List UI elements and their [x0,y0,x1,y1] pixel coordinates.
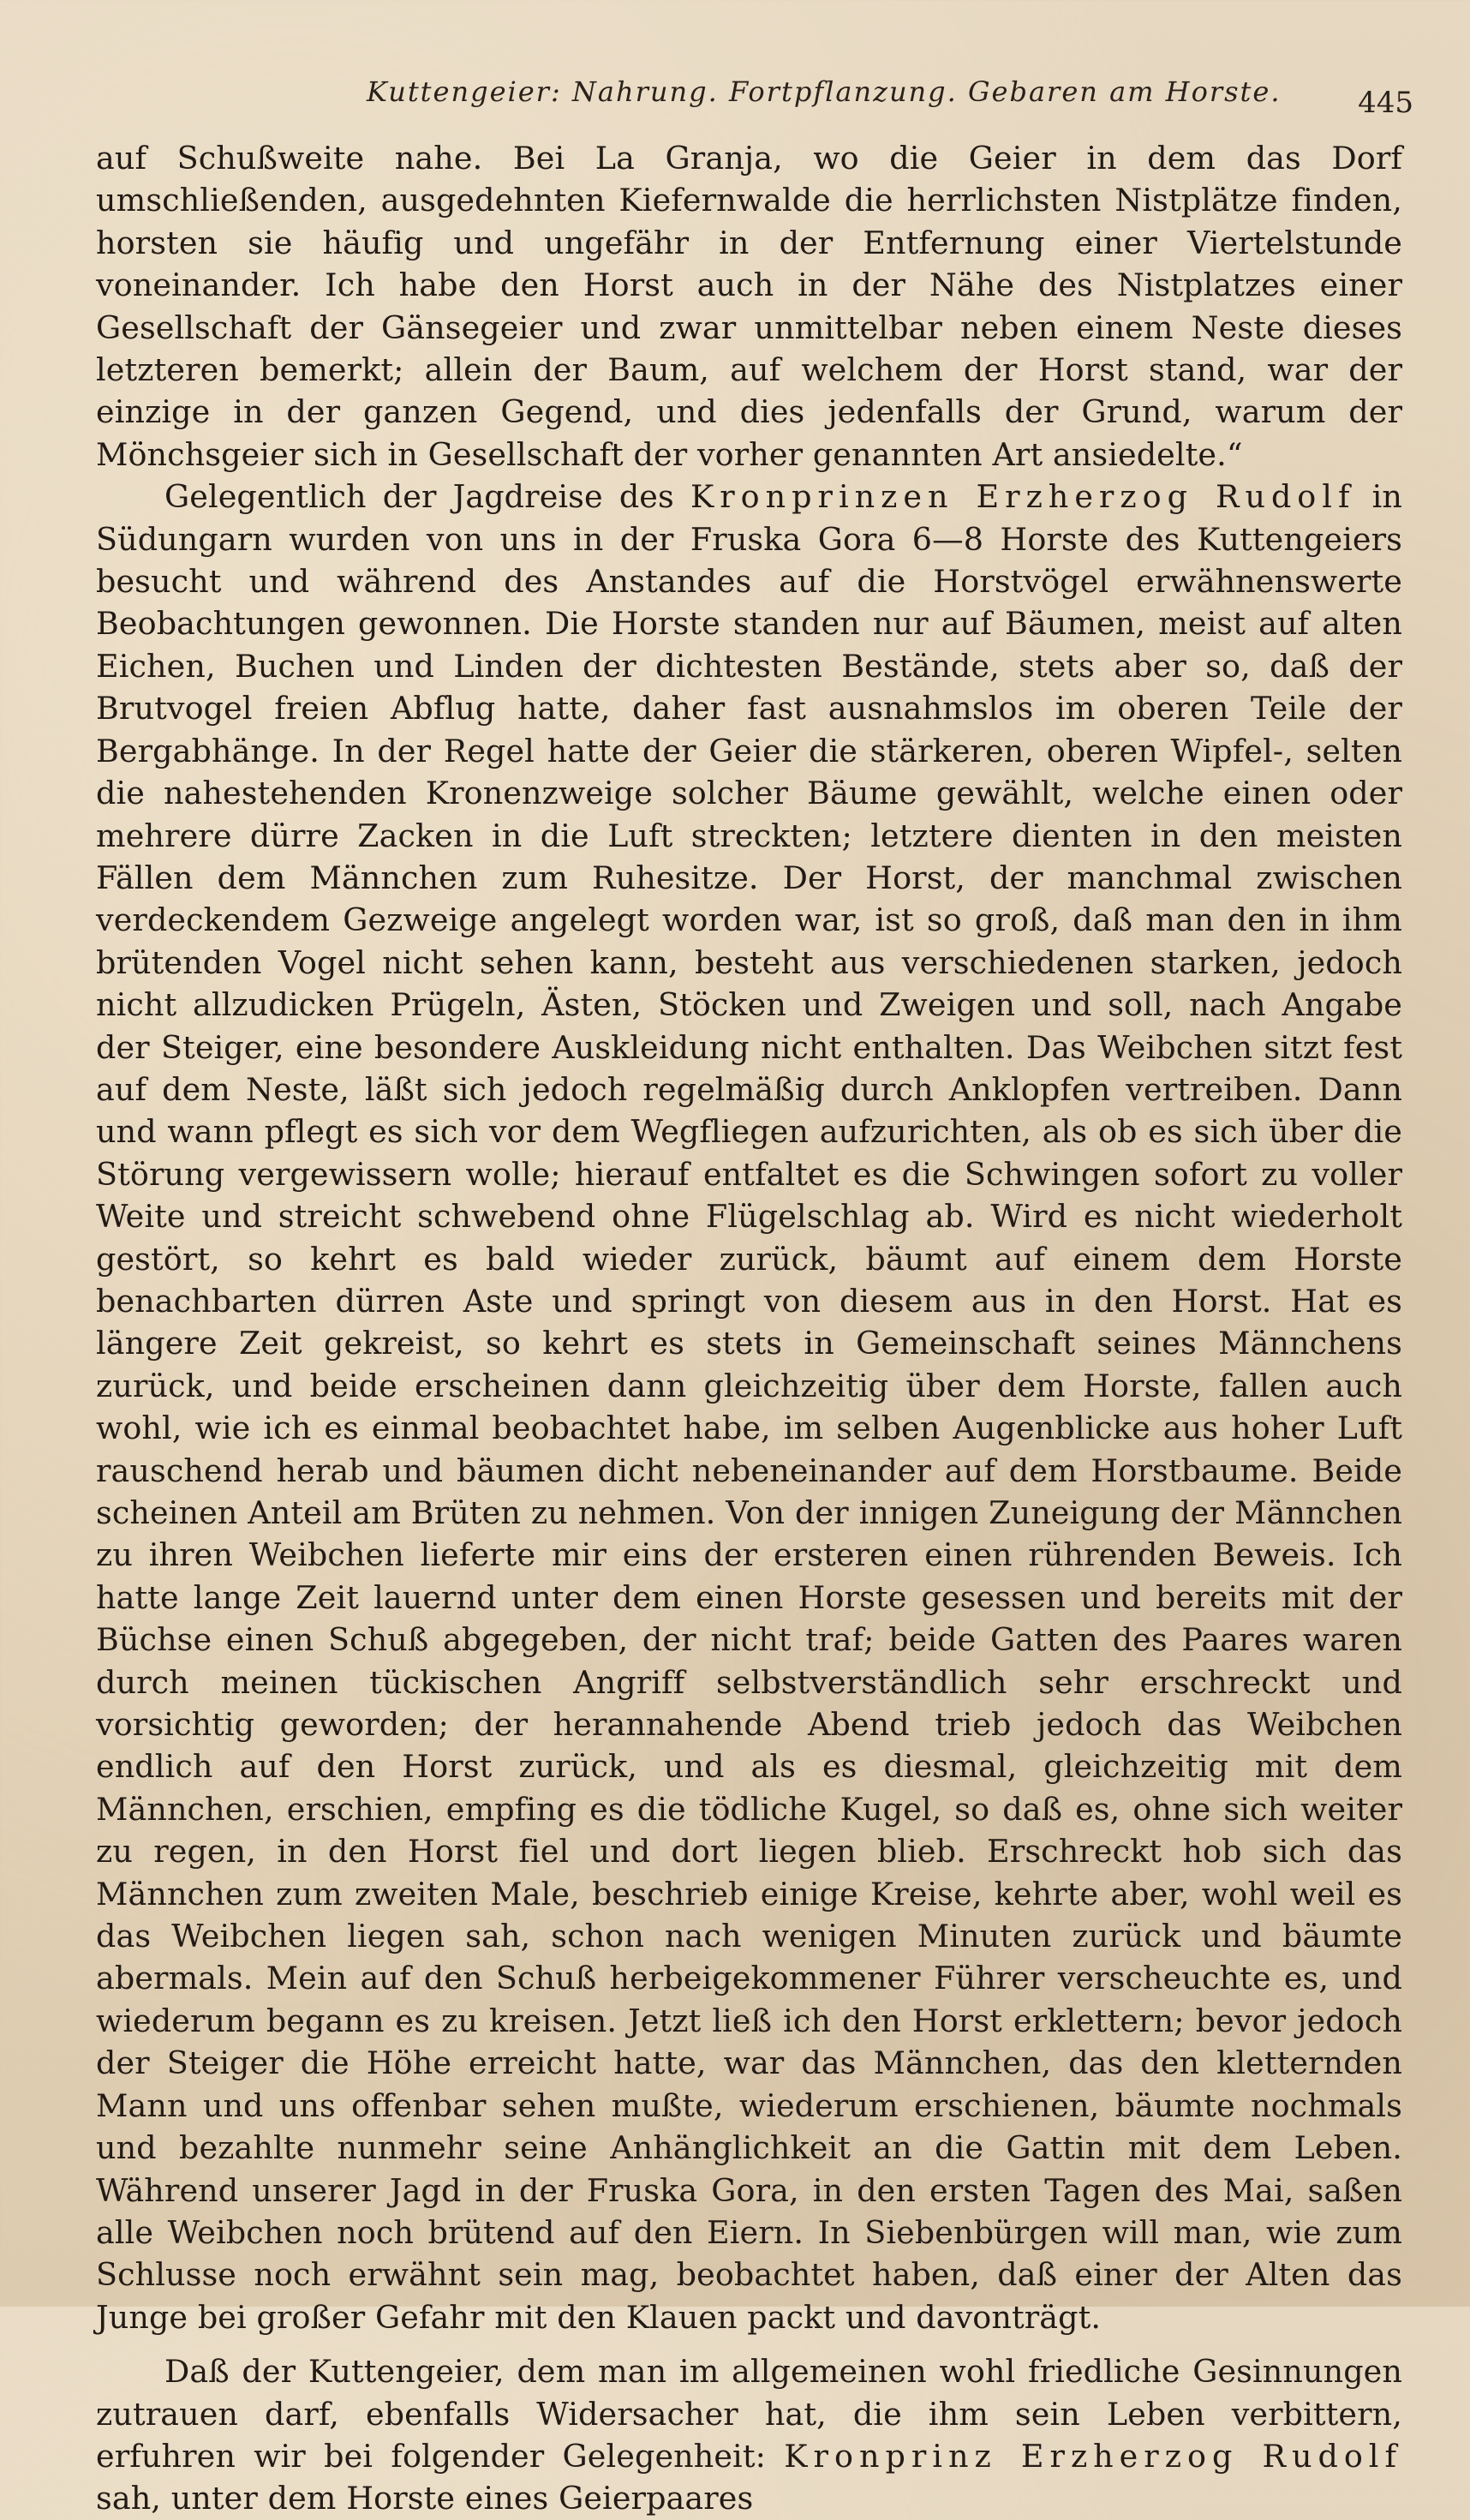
paragraph-3-tail: sah, unter dem Horste eines Geierpaares [96,2480,754,2517]
paragraph-2 [96,476,1402,2338]
paragraph-3-spaced-name: Kronprinz Erzherzog Rudolf [784,2437,1402,2475]
body-text [96,137,1402,2520]
paragraph-2-text: in Südungarn wurden von uns in der Fruska Gora 6—8 Horste des Kuttengeiers besucht und während des Anstandes auf die Horstvögel erwähnenswerte Beobachtungen gewonnen. Die Horste standen nur auf Bäumen, meist auf alten Eichen, Buchen und Linden der dichtesten Bestände, stets aber so, daß der Brutvogel freien Abflug hatte, daher fast ausnahmslos im oberen Teile der Bergabhänge. In der Regel hatte der Geier die stärkeren, oberen Wipfel-, selten die nahestehenden Kronenzweige solcher Bäume gewählt, welche einen oder mehrere dürre Zacken in die Luft streckten; letztere dienten in den meisten Fällen dem Männchen zum Ruhesitze. Der Horst, der manchmal zwischen verdeckendem Gezweige angelegt worden war, ist so groß, daß man den in ihm brütenden Vogel nicht sehen kann, besteht aus verschiedenen starken, jedoch nicht allzudicken Prügeln, Ästen, Stöcken und Zweigen und soll, nach Angabe der Steiger, eine besondere Auskleidung nicht enthalten. Das Weibchen sitzt fest auf dem Neste, läßt sich jedoch regelmäßig durch Anklopfen vertreiben. Dann und wann pflegt es sich vor dem Wegfliegen aufzurichten, als ob es sich über die Störung vergewissern wolle; hierauf entfaltet es die Schwingen sofort zu voller Weite und streicht schwebend ohne Flügelschlag ab. Wird es nicht wiederholt gestört, so kehrt es bald wieder zurück, bäumt auf einem dem Horste benachbarten dürren Aste und springt von diesem aus in den Horst. Hat es längere Zeit gekreist, so kehrt es stets in Gemeinschaft seines Männchens zurück, und beide erscheinen dann gleichzeitig über dem Horste, fallen auch wohl, wie ich es einmal beobachtet habe, im selben Augenblicke aus hoher Luft rauschend herab und bäumen dicht nebeneinander auf dem Horstbaume. Beide scheinen Anteil am Brüten zu nehmen. Von der innigen Zuneigung der Männchen zu ihren Weibchen lieferte mir eins der ersteren einen rührenden Beweis. Ich hatte lange Zeit lauernd unter dem einen Horste gesessen und bereits mit der Büchse einen Schuß abgegeben, der nicht traf; beide Gatten des Paares waren durch meinen tückischen Angriff selbstverständlich sehr erschreckt und vorsichtig geworden; der herannahende Abend trieb jedoch das Weibchen endlich auf den Horst zurück, und als es diesmal, gleichzeitig mit dem Männchen, erschien, empfing es die tödliche Kugel, so daß es, ohne sich weiter zu regen, in den Horst fiel und dort liegen blieb. Erschreckt hob sich das Männchen zum zweiten Male, beschrieb einige Kreise, kehrte aber, wohl weil es das Weibchen liegen sah, schon nach wenigen Minuten zurück und bäumte abermals. Mein auf den Schuß herbeigekommener Führer verscheuchte es, und wiederum begann es zu kreisen. Jetzt ließ ich den Horst erklettern; bevor jedoch der Steiger die Höhe erreicht hatte, war das Männchen, das den kletternden Mann und uns offenbar sehen mußte, wiederum erschienen, bäumte nochmals und bezahlte nunmehr seine Anhänglichkeit an die Gattin mit dem Leben. Während unserer Jagd in der Fruska Gora, in den ersten Tagen des Mai, saßen alle Weibchen noch brütend auf den Eiern. In Siebenbürgen will man, wie zum Schlusse noch erwähnt sein mag, beobachtet haben, daß einer der Alten das Junge bei großer Gefahr mit den Klauen packt und davonträgt. [96,478,1402,2336]
paragraph-3 [96,2350,1402,2520]
paragraph-2-spaced-name: Kronprinzen Erzherzog Rudolf [690,478,1356,516]
running-head [128,75,1413,118]
paragraph-1-text: auf Schußweite nahe. Bei La Granja, wo die Geier in dem das Dorf umschließenden, ausgedehnten Kiefernwalde die herrlichsten Nistplätze finden, horsten sie häufig und ungefähr in der Entfernung einer Viertelstunde voneinander. Ich habe den Horst auch in der Nähe des Nistplatzes einer Gesellschaft der Gänsegeier und zwar unmittelbar neben einem Neste dieses letzteren bemerkt; allein der Baum, auf welchem der Horst stand, war der einzige in der ganzen Gegend, und dies jedenfalls der Grund, warum der Mönchsgeier sich in Gesellschaft der vorher genannten Art ansiedelte.“ [96,140,1402,473]
paragraph-2-intro: Gelegentlich der Jagdreise des [164,478,690,516]
running-head-title: Kuttengeier: Nahrung. Fortpflanzung. Gebaren am Horste. [367,75,1282,108]
paragraph-1 [96,137,1402,476]
paragraph-3-text: Daß der Kuttengeier, dem man im allgemeinen wohl friedliche Gesinnungen zutrauen darf, ebenfalls Widersacher hat, die ihm sein Leben verbittern, erfuhren wir bei folgender Gelegenheit: [96,2353,1402,2475]
page-number: 445 [1358,86,1413,120]
